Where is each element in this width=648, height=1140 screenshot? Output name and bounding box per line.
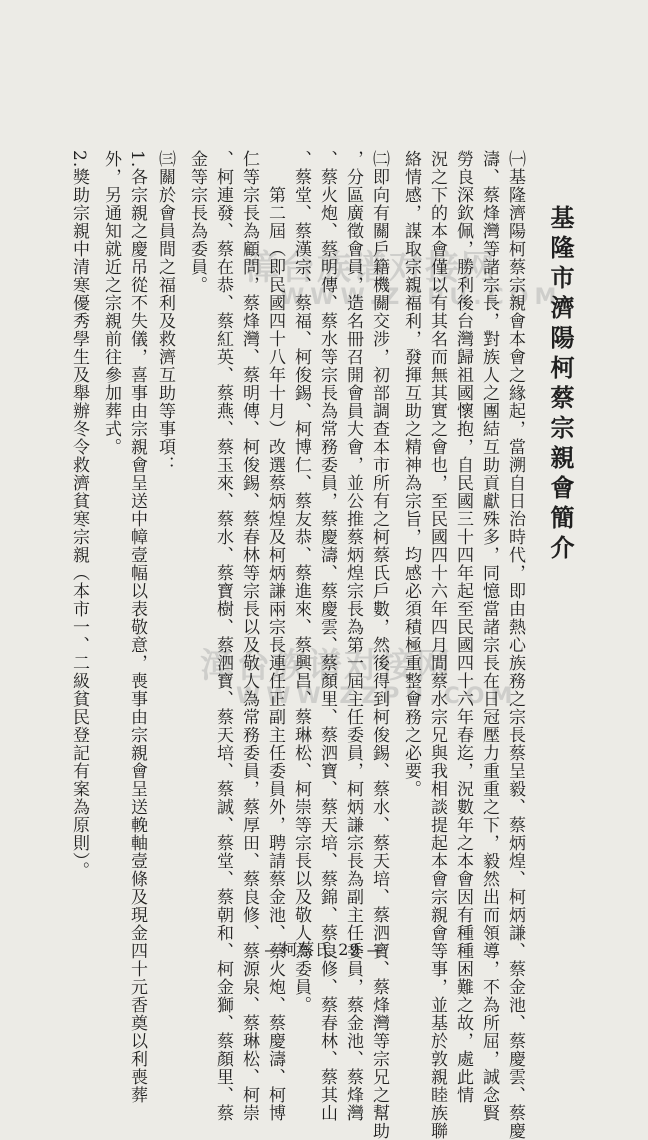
page-title: 基隆市濟陽柯蔡宗親會簡介 xyxy=(546,205,575,565)
watermark-url: WWW.ZZPU.COM xyxy=(280,285,563,310)
text-column: ㈢關於會員間之福利及救濟互助等事項： xyxy=(155,150,175,474)
text-column: 金等宗長為委員。 xyxy=(187,150,207,294)
text-column: 仁等宗長為顧問，蔡烽灣、蔡明傳、柯俊錫、蔡春林等宗長以及敬人為常務委員，蔡厚田、蔡良修、蔡源泉、蔡琳松、柯崇 xyxy=(239,150,259,1122)
text-column: 外，另通知就近之宗親前往參加葬式。 xyxy=(101,150,121,456)
text-column: 、蔡火炮、蔡明傳、蔡水等宗長為常務委員，蔡慶濤、蔡慶雲、蔡顏里、蔡泗寶、蔡天培、蔡錦、蔡良修、蔡春林、蔡其山 xyxy=(317,150,337,1122)
watermark-text: 漳台族谱对接网 xyxy=(245,248,497,288)
text-column: 濤、蔡烽灣等諸宗長，對族人之團結互助貢獻殊多，同憶當諸宗長在日冠壓力重重之下，毅然出而領導，不為所屈，誠念賢 xyxy=(479,150,499,1122)
text-column: ㈡即向有關戶籍機關交涉，初部調查本市所有之柯蔡氏戶數，然後得到柯俊錫、蔡水、蔡天培、蔡泗寶、蔡烽灣等宗兄之幫助 xyxy=(369,150,389,1140)
text-column: ㈠基隆濟陽柯蔡宗親會本會之緣起，當溯自日治時代，即由熱心族務之宗長蔡呈毅、蔡炳煌、柯炳謙、蔡金池、蔡慶雲、蔡慶 xyxy=(505,150,525,1140)
text-column: 1.各宗親之慶吊從不失儀，喜事由宗親會呈送中幛壹幅以表敬意，喪事由宗親會呈送輓軸壹條及現金四十元香奠以利喪葬 xyxy=(127,150,147,1105)
text-column: 、蔡堂、蔡漢宗、蔡福、柯俊錫、柯博仁、蔡友恭、蔡進來、蔡興昌、蔡琳松、柯崇等宗長以及敬人為委員。 xyxy=(291,150,311,1014)
text-column: 、柯連發、蔡在恭、蔡紅英、蔡燕、蔡玉來、蔡水、蔡寶樹、蔡泗寶、蔡天培、蔡誠、蔡堂、蔡朝和、柯金獅、蔡顏里、蔡 xyxy=(213,150,233,1122)
text-column: 勞良深欽佩，勝利後台灣歸祖國懷抱，自民國三十四年起至民國四十六年春迄，況數年之本會因有種種困難之故，處此情 xyxy=(453,150,473,1104)
text-column: 2.獎助宗親中清寒優秀學生及舉辦冬令救濟貧寒宗親（本市一、二級貧民登記有案為原則）。 xyxy=(69,150,89,880)
watermark-url: WWW.ZZPU.COM xyxy=(236,684,519,709)
text-column: 第二屆（即民國四十八年十月）改選蔡炳煌及柯炳謙兩宗長連任正副主任委員外，聘請蔡金池、蔡火炮、蔡慶濤、柯博 xyxy=(265,186,285,1122)
watermark-text: 漳台族谱对接网 xyxy=(200,646,452,686)
text-column: 況之下的本會僅以有其名而無其實之會也，至民國四十六年四月間蔡水宗兄與我相談提起本會宗親會等事，並基於敦親睦族聯 xyxy=(427,150,447,1140)
text-column: ，分區廣徵會員，造名冊召開會員大會，並公推蔡炳煌宗長為第一屆主任委員，柯炳謙宗長為副主任委員，蔡金池、蔡烽灣 xyxy=(343,150,363,1122)
page-footer: —柯蔡氏 29 — xyxy=(264,940,384,959)
text-column: 絡情感，謀取宗親福利，發揮互助之精神為宗旨，均感必須積極重整會務之必要。 xyxy=(401,150,421,798)
